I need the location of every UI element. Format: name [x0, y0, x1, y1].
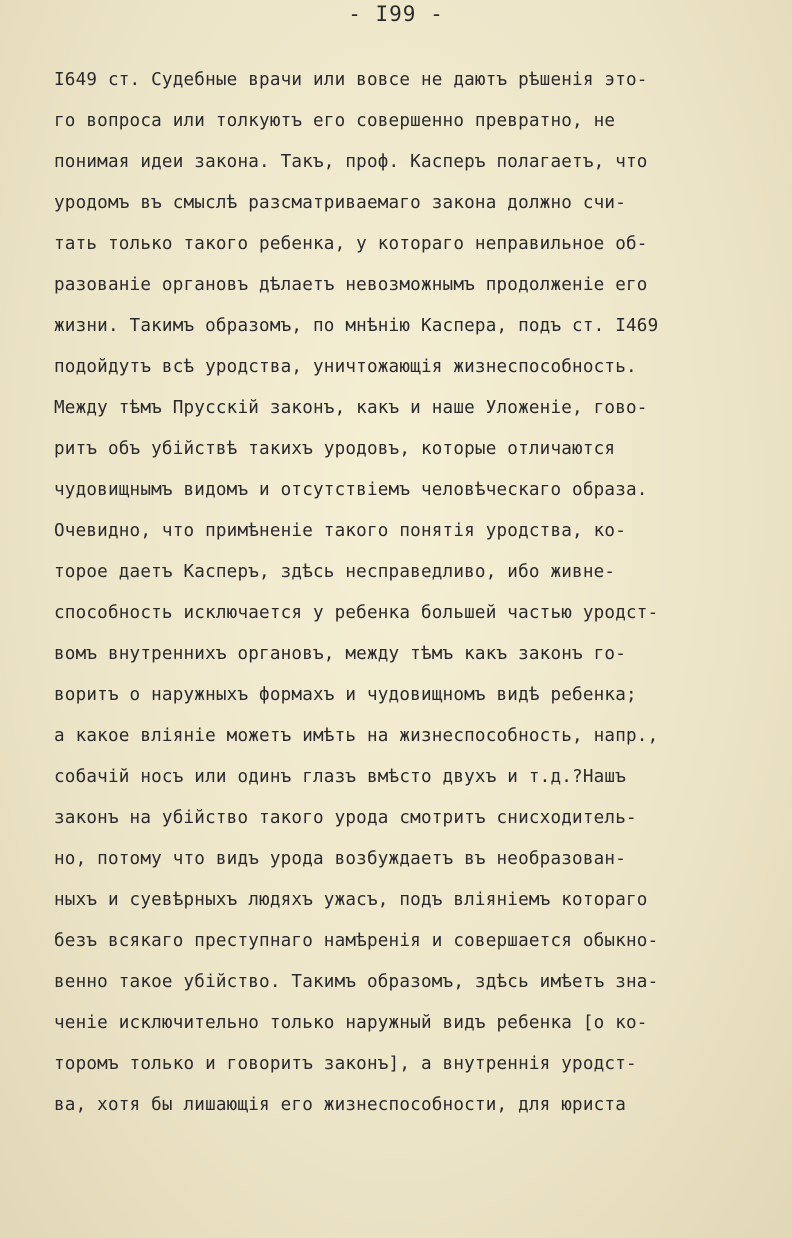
- text-line: понимая идеи закона. Такъ, проф. Касперъ полагаетъ, что: [54, 152, 648, 172]
- page-number: - I99 -: [348, 2, 444, 26]
- text-line: го вопроса или толкуютъ его совершенно превратно, не: [54, 111, 616, 131]
- text-line: способность исключается у ребенка большей частью уродст-: [54, 603, 659, 623]
- text-line: торомъ только и говоритъ законъ], а внутреннія уродст-: [54, 1054, 637, 1074]
- text-line: Очевидно, что примѣненіе такого понятія уродства, ко-: [54, 521, 626, 541]
- text-line: ва, хотя бы лишающія его жизнеспособности, для юриста: [54, 1095, 626, 1115]
- text-line: но, потому что видъ урода возбуждаетъ въ необразован-: [54, 849, 626, 869]
- text-line: ныхъ и суевѣрныхъ людяхъ ужасъ, подъ вліяніемъ котораго: [54, 890, 648, 910]
- text-line: торое даетъ Касперъ, здѣсь несправедливо, ибо живне-: [54, 562, 616, 582]
- text-line: ритъ объ убійствѣ такихъ уродовъ, которые отличаются: [54, 439, 616, 459]
- text-line: собачій носъ или одинъ глазъ вмѣсто двухъ и т.д.?Нашъ: [54, 767, 626, 787]
- text-line: жизни. Такимъ образомъ, по мнѣнію Каспера, подъ ст. I469: [54, 316, 659, 336]
- text-line: чудовищнымъ видомъ и отсутствіемъ человѣческаго образа.: [54, 480, 648, 500]
- text-line: а какое вліяніе можетъ имѣть на жизнеспособность, напр.,: [54, 726, 659, 746]
- text-body: [54, 62, 774, 1128]
- text-line: вомъ внутреннихъ органовъ, между тѣмъ какъ законъ го-: [54, 644, 626, 664]
- text-line: подойдутъ всѣ уродства, уничтожающія жизнеспособность.: [54, 357, 637, 377]
- text-line: воритъ о наружныхъ формахъ и чудовищномъ видѣ ребенка;: [54, 685, 637, 705]
- text-line: законъ на убійство такого урода смотритъ снисходитель-: [54, 808, 637, 828]
- text-line: разованіе органовъ дѣлаетъ невозможнымъ продолженіе его: [54, 275, 648, 295]
- text-line: I649 ст. Судебные врачи или вовсе не даютъ рѣшенія это-: [54, 70, 648, 90]
- text-line: безъ всякаго преступнаго намѣренія и совершается обыкно-: [54, 931, 659, 951]
- text-line: ченіе исключительно только наружный видъ ребенка [о ко-: [54, 1013, 648, 1033]
- text-line: уродомъ въ смыслѣ разсматриваемаго закона должно счи-: [54, 193, 626, 213]
- text-line: Между тѣмъ Прусскій законъ, какъ и наше Уложеніе, гово-: [54, 398, 648, 418]
- text-line: тать только такого ребенка, у котораго неправильное об-: [54, 234, 648, 254]
- text-line: венно такое убійство. Такимъ образомъ, здѣсь имѣетъ зна-: [54, 972, 659, 992]
